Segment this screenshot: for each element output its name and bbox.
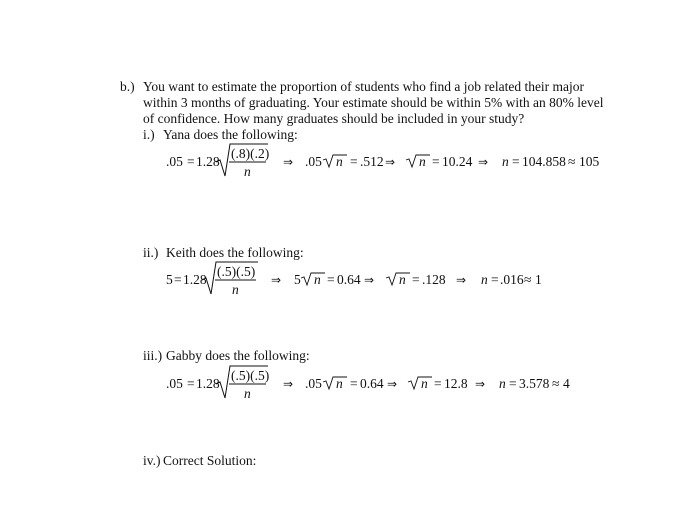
- part-i-step1-eq: =: [350, 154, 358, 169]
- part-i-eq-sign: =: [187, 154, 195, 169]
- part-iii-step2-root: [408, 377, 432, 389]
- part-iii-step1-root: [323, 377, 347, 389]
- part-i-equation: [0, 140, 700, 190]
- part-iii-step3-rhs: 3.578: [519, 376, 550, 391]
- part-i-heading: Yana does the following:: [163, 127, 298, 142]
- part-iii-step2-eq: =: [434, 376, 442, 391]
- part-iii-step3-eq: =: [509, 376, 517, 391]
- part-iii-step1-eq: =: [350, 376, 358, 391]
- part-ii-eq-sign: =: [174, 272, 182, 287]
- part-ii-step1-coef: 5: [294, 272, 301, 287]
- part-ii-implies-3: ⇒: [456, 273, 467, 287]
- part-ii-final: 1: [535, 272, 542, 287]
- part-i-approx: ≈: [568, 154, 576, 169]
- part-i-step3-rhs: 104.858: [522, 154, 566, 169]
- part-ii-step1-root: [301, 273, 325, 285]
- part-iv-heading: Correct Solution:: [163, 453, 257, 468]
- part-ii-approx: ≈: [524, 272, 532, 287]
- part-ii-step2-n: n: [399, 272, 406, 287]
- part-iii-step1-rhs: 0.64: [360, 376, 384, 391]
- part-i-final: 105: [579, 154, 600, 169]
- part-iii-step2-n: n: [421, 376, 428, 391]
- problem-text-line-3: of confidence. How many graduates should be included in your study?: [143, 111, 525, 126]
- part-iii-lhs: .05: [166, 376, 183, 391]
- part-iii-denominator: n: [244, 386, 251, 401]
- part-iii-step2-rhs: 12.8: [444, 376, 468, 391]
- problem-text-line-2: within 3 months of graduating. Your estimate should be within 5% with an 80% level: [143, 95, 604, 110]
- part-iii-label: iii.): [143, 348, 163, 363]
- part-iii-eq-sign: =: [187, 376, 195, 391]
- problem-text-line-1: You want to estimate the proportion of students who find a job related their major: [143, 79, 585, 94]
- part-ii-step3-n: n: [481, 272, 488, 287]
- part-iii-approx: ≈: [552, 376, 560, 391]
- part-i-denominator: n: [244, 164, 251, 179]
- part-i-step2-eq: =: [432, 154, 440, 169]
- part-ii-denominator: n: [232, 282, 239, 297]
- part-iii-implies-1: ⇒: [283, 377, 294, 391]
- part-iii-implies-2: ⇒: [387, 377, 398, 391]
- part-ii-step3-eq: =: [491, 272, 499, 287]
- part-ii-implies-2: ⇒: [364, 273, 375, 287]
- part-i-step1-n: n: [336, 154, 343, 169]
- part-ii-label: ii.): [143, 245, 159, 260]
- part-i-step1-coef: .05: [305, 154, 322, 169]
- part-i-step2-n: n: [419, 154, 426, 169]
- part-i-lhs: .05: [166, 154, 183, 169]
- part-iii-equation: [0, 362, 700, 412]
- part-iii-implies-3: ⇒: [475, 377, 486, 391]
- part-i-step3-n: n: [502, 154, 509, 169]
- part-ii-step1-n: n: [314, 272, 321, 287]
- part-iii-step3-n: n: [499, 376, 506, 391]
- part-ii-lhs: 5: [166, 272, 173, 287]
- part-iv-label: iv.): [143, 453, 161, 468]
- part-iii-heading: Gabby does the following:: [166, 348, 310, 363]
- part-ii-step1-eq: =: [327, 272, 335, 287]
- part-ii-equation-svg: [0, 258, 700, 308]
- part-ii-step1-rhs: 0.64: [337, 272, 361, 287]
- part-i-label: i.): [143, 127, 155, 142]
- part-ii-step2-root: [386, 273, 410, 285]
- part-i-step3-eq: =: [512, 154, 520, 169]
- part-iii-numerator: (.5)(.5): [231, 368, 270, 383]
- part-ii-step3-rhs: .016: [500, 272, 524, 287]
- part-iii-step1-n: n: [336, 376, 343, 391]
- part-i-numerator: (.8)(.2): [231, 146, 270, 161]
- part-iii-z: 1.28: [196, 376, 220, 391]
- part-ii-z: 1.28: [183, 272, 207, 287]
- part-ii-numerator: (.5)(.5): [217, 264, 256, 279]
- part-i-implies-2: ⇒: [385, 155, 396, 169]
- part-ii-equation: [0, 258, 700, 308]
- part-i-implies-3: ⇒: [478, 155, 489, 169]
- part-i-equation-svg: [0, 140, 700, 190]
- part-i-z: 1.28: [196, 154, 220, 169]
- part-iii-equation-svg: [0, 362, 700, 412]
- part-ii-step2-eq: =: [412, 272, 420, 287]
- part-i-implies-1: ⇒: [283, 155, 294, 169]
- part-i-step2-rhs: 10.24: [442, 154, 473, 169]
- part-i-step1-rhs: .512: [360, 154, 384, 169]
- part-i-step2-root: [406, 155, 430, 167]
- problem-label: b.): [120, 79, 135, 94]
- part-iii-final: 4: [563, 376, 570, 391]
- part-ii-heading: Keith does the following:: [166, 245, 304, 260]
- part-ii-implies-1: ⇒: [271, 273, 282, 287]
- part-iii-step1-coef: .05: [305, 376, 322, 391]
- part-ii-step2-rhs: .128: [422, 272, 446, 287]
- part-i-step1-root: [323, 155, 347, 167]
